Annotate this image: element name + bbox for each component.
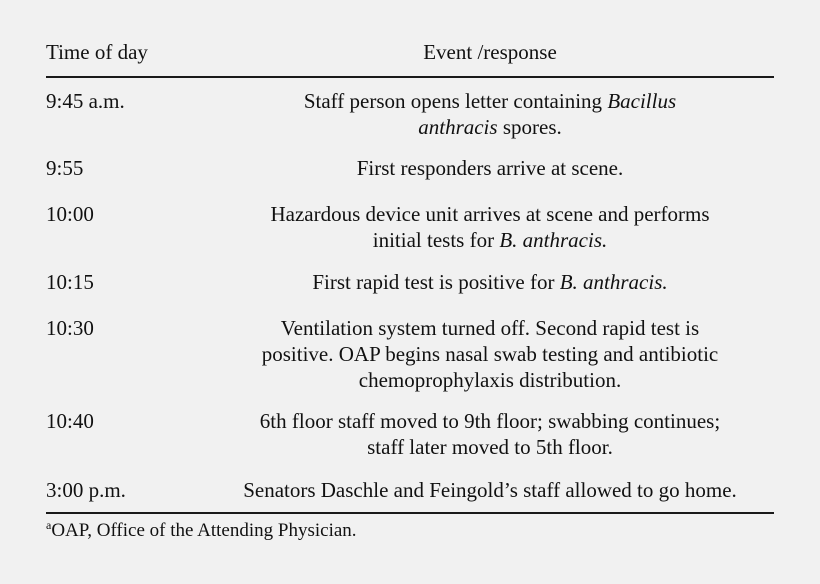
row-event: First responders arrive at scene.: [356, 156, 624, 180]
row-time: 9:55: [46, 156, 84, 180]
row-time: 3:00 p.m.: [46, 478, 126, 502]
footnote-text: OAP, Office of the Attending Physician.: [51, 520, 357, 541]
row-event: Ventilation system turned off. Second rapid test is positive. OAP begins nasal swab testing and antibiotic chemoprophylaxis distribution.: [261, 316, 719, 392]
header-time: Time of day: [46, 40, 148, 64]
row-time: 10:15: [46, 270, 94, 294]
table-header: [46, 40, 774, 70]
row-event: Staff person opens letter containing Bacillus anthracis spores.: [303, 89, 677, 139]
table-footnote: [46, 518, 357, 542]
row-time: 10:00: [46, 202, 94, 226]
bottom-rule: [46, 512, 774, 514]
row-event: Senators Daschle and Feingold’s staff allowed to go home.: [243, 478, 737, 502]
row-event: 6th floor staff moved to 9th floor; swabbing continues; staff later moved to 5th floor.: [259, 409, 721, 459]
header-event: Event /response: [423, 40, 557, 64]
row-time: 10:40: [46, 409, 94, 433]
row-time: 10:30: [46, 316, 94, 340]
header-rule: [46, 76, 774, 78]
footnote-marker: a: [46, 518, 52, 532]
row-event: Hazardous device unit arrives at scene and performs initial tests for B. anthracis.: [270, 202, 710, 252]
row-time: 9:45 a.m.: [46, 89, 125, 113]
row-event: First rapid test is positive for B. anthracis.: [312, 270, 668, 294]
